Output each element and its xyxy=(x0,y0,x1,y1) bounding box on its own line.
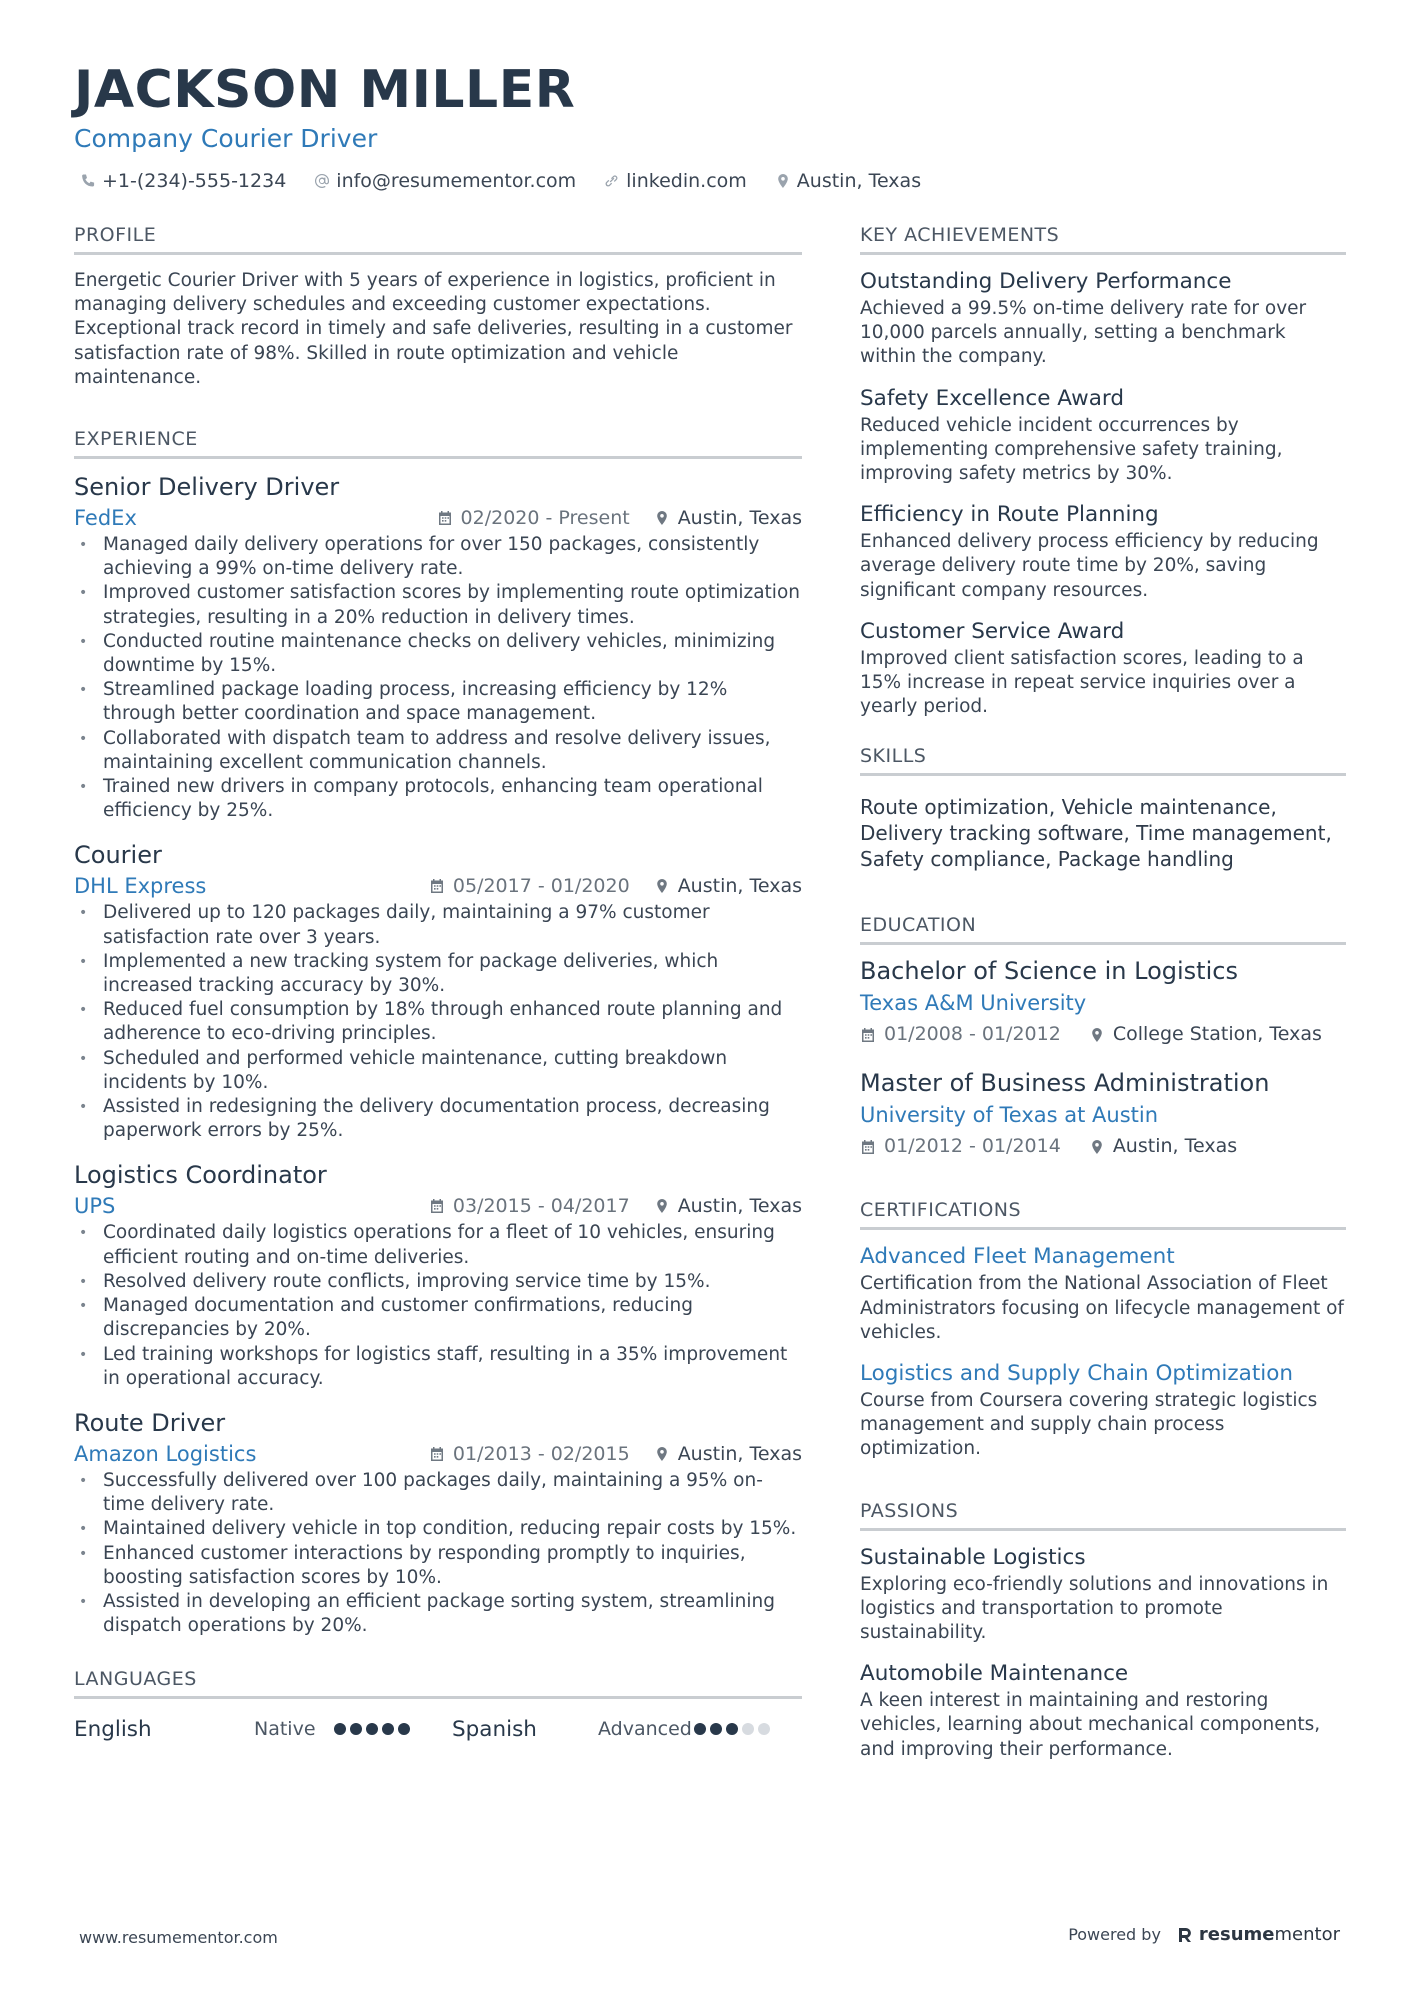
powered-by-label: Powered by xyxy=(1068,1925,1161,1944)
education-school: University of Texas at Austin xyxy=(860,1103,1159,1128)
location-pin-icon xyxy=(654,1198,670,1214)
experience-bullet: • Reduced fuel consumption by 18% through enhanced route planning and adherence to eco-driving principles. xyxy=(74,998,802,1046)
section-heading-education: EDUCATION xyxy=(860,914,1346,945)
brand-rest: mentor xyxy=(1274,1924,1340,1945)
job-details xyxy=(437,503,802,533)
experience-bullet: • Trained new drivers in company protocols, enhancing team operational efficiency by 25%. xyxy=(74,775,802,823)
location-pin-icon xyxy=(775,173,791,189)
job-role: Logistics Coordinator xyxy=(74,1161,327,1190)
education-list xyxy=(860,955,1346,1163)
experience-entry xyxy=(74,839,802,1143)
job-location-text: Austin, Texas xyxy=(677,875,802,898)
job-bullets xyxy=(74,901,802,1143)
rating-dot-filled xyxy=(366,1723,378,1735)
passion-title: Sustainable Logistics xyxy=(860,1544,1086,1570)
experience-bullet: • Improved customer satisfaction scores by implementing route optimization strategies, resulting in a 20% reduction in delivery times. xyxy=(74,581,802,629)
certification-description: Certification from the National Association of Fleet Administrators focusing on lifecycle management of vehicles. xyxy=(860,1273,1344,1343)
achievement-entry xyxy=(860,500,1346,603)
language-rating xyxy=(334,1723,410,1735)
experience-bullet: • Implemented a new tracking system for package deliveries, which increased tracking accuracy by 30%. xyxy=(74,950,802,998)
location-pin-icon xyxy=(1089,1139,1105,1155)
section-heading-experience: EXPERIENCE xyxy=(74,428,802,459)
passion-title: Automobile Maintenance xyxy=(860,1661,1129,1687)
achievement-title: Customer Service Award xyxy=(860,618,1125,644)
rating-dot-filled xyxy=(710,1723,722,1735)
brand-logo[interactable] xyxy=(1177,1924,1340,1945)
job-dates xyxy=(437,503,630,533)
job-bullets xyxy=(74,1469,802,1638)
job-dates-text: 05/2017 - 01/2020 xyxy=(452,875,630,898)
experience-entry xyxy=(74,1407,802,1638)
passion-entry xyxy=(860,1543,1346,1646)
footer-branding xyxy=(1068,1924,1340,1945)
certifications-section xyxy=(860,1199,1346,1461)
experience-bullet: • Assisted in redesigning the delivery documentation process, decreasing paperwork errors by 25%. xyxy=(74,1095,802,1143)
job-location xyxy=(654,503,802,533)
job-bullets xyxy=(74,1221,802,1390)
profile-summary: Energetic Courier Driver with 5 years of experience in logistics, proficient in managing delivery schedules and exceeding customer expectations. Exceptional track record in timely and safe deliveries, resulting in a customer satisfaction rate of 98%. Skilled in route optimization and vehicle maintenance. xyxy=(74,270,793,388)
calendar-icon xyxy=(429,878,445,894)
at-sign-icon xyxy=(314,173,330,189)
job-company: UPS xyxy=(74,1194,116,1219)
rating-dot-empty xyxy=(758,1723,770,1735)
contact-location xyxy=(775,170,921,192)
education-location xyxy=(1089,1018,1322,1051)
calendar-icon xyxy=(437,510,453,526)
language-level: Advanced xyxy=(598,1718,692,1741)
certifications-list xyxy=(860,1242,1346,1461)
job-meta xyxy=(74,1439,802,1469)
experience-bullet: • Streamlined package loading process, increasing efficiency by 12% through better coordination and space management. xyxy=(74,678,802,726)
achievement-description: Reduced vehicle incident occurrences by implementing comprehensive safety training, improving safety metrics by 30%. xyxy=(860,414,1283,485)
experience-bullet: • Assisted in developing an efficient package sorting system, streamlining dispatch operations by 20%. xyxy=(74,1590,802,1638)
experience-entry xyxy=(74,1159,802,1390)
education-location xyxy=(1089,1130,1237,1163)
section-heading-certifications: CERTIFICATIONS xyxy=(860,1199,1346,1230)
job-dates-text: 01/2013 - 02/2015 xyxy=(452,1442,630,1465)
job-role: Route Driver xyxy=(74,1408,226,1437)
experience-bullet: • Maintained delivery vehicle in top condition, reducing repair costs by 15%. xyxy=(74,1517,802,1541)
job-role: Courier xyxy=(74,841,162,870)
experience-bullet: • Coordinated daily logistics operations for a fleet of 10 vehicles, ensuring efficient routing and on-time deliveries. xyxy=(74,1221,802,1269)
linkedin-text[interactable]: linkedin.com xyxy=(626,170,747,192)
section-heading-passions: PASSIONS xyxy=(860,1500,1346,1531)
passion-description: A keen interest in maintaining and restoring vehicles, learning about mechanical components, and improving their performance. xyxy=(860,1690,1321,1760)
certification-entry xyxy=(860,1359,1346,1462)
job-company: FedEx xyxy=(74,506,137,531)
section-heading-skills: SKILLS xyxy=(860,745,1346,776)
candidate-title: Company Courier Driver xyxy=(74,124,378,153)
experience-bullet: • Conducted routine maintenance checks on delivery vehicles, minimizing downtime by 15%. xyxy=(74,630,802,678)
achievements-section xyxy=(860,224,1346,719)
language-rating xyxy=(694,1723,770,1735)
education-dates xyxy=(860,1018,1061,1051)
language-level: Native xyxy=(254,1718,316,1741)
job-meta xyxy=(74,1191,802,1221)
achievement-title: Efficiency in Route Planning xyxy=(860,502,1159,528)
achievements-list xyxy=(860,267,1346,719)
right-column xyxy=(860,224,1346,1762)
certification-title[interactable]: Logistics and Supply Chain Optimization xyxy=(860,1361,1294,1387)
job-dates xyxy=(429,871,630,901)
achievement-entry xyxy=(860,617,1346,720)
language-name: English xyxy=(74,1716,152,1742)
job-details xyxy=(429,1439,802,1469)
passion-description: Exploring eco-friendly solutions and innovations in logistics and transportation to promote sustainability. xyxy=(860,1573,1329,1644)
experience-bullet: • Delivered up to 120 packages daily, maintaining a 97% customer satisfaction rate over 3 years. xyxy=(74,901,802,949)
education-location-text: Austin, Texas xyxy=(1112,1135,1238,1158)
brand-bold: resume xyxy=(1198,1924,1275,1945)
education-degree: Master of Business Administration xyxy=(860,1069,1270,1098)
passions-section xyxy=(860,1500,1346,1762)
location-pin-icon xyxy=(1089,1027,1105,1043)
contact-linkedin[interactable] xyxy=(604,170,747,192)
email-text[interactable]: info@resumementor.com xyxy=(336,170,577,192)
rating-dot-filled xyxy=(726,1723,738,1735)
job-meta xyxy=(74,871,802,901)
experience-section xyxy=(74,428,802,1638)
experience-bullet: • Scheduled and performed vehicle maintenance, cutting breakdown incidents by 10%. xyxy=(74,1047,802,1095)
experience-bullet: • Collaborated with dispatch team to address and resolve delivery issues, maintaining excellent communication channels. xyxy=(74,727,802,775)
calendar-icon xyxy=(429,1198,445,1214)
rating-dot-empty xyxy=(742,1723,754,1735)
achievement-description: Achieved a 99.5% on-time delivery rate for over 10,000 parcels annually, setting a benchmark within the company. xyxy=(860,298,1307,368)
contact-phone xyxy=(80,170,286,192)
certification-title[interactable]: Advanced Fleet Management xyxy=(860,1244,1175,1270)
rating-dot-filled xyxy=(334,1723,346,1735)
left-column xyxy=(74,224,802,1749)
section-heading-achievements: KEY ACHIEVEMENTS xyxy=(860,224,1346,255)
job-location xyxy=(654,871,802,901)
footer-website[interactable]: www.resumementor.com xyxy=(79,1928,278,1947)
achievement-description: Improved client satisfaction scores, leading to a 15% increase in repeat service inquiries over a yearly period. xyxy=(860,647,1304,718)
rating-dot-filled xyxy=(382,1723,394,1735)
section-heading-profile: PROFILE xyxy=(74,224,802,255)
contact-email[interactable] xyxy=(314,170,576,192)
languages-section xyxy=(74,1668,802,1749)
section-heading-languages: LANGUAGES xyxy=(74,1668,802,1699)
education-location-text: College Station, Texas xyxy=(1112,1023,1322,1046)
education-school: Texas A&M University xyxy=(860,991,1087,1016)
experience-bullet: • Resolved delivery route conflicts, improving service time by 15%. xyxy=(74,1270,802,1294)
job-details xyxy=(429,1191,802,1221)
education-dates-text: 01/2012 - 01/2014 xyxy=(884,1135,1061,1158)
education-section xyxy=(860,914,1346,1163)
passion-entry xyxy=(860,1659,1346,1762)
achievement-description: Enhanced delivery process efficiency by reducing average delivery route time by 20%, saving significant company resources. xyxy=(860,531,1319,601)
location-pin-icon xyxy=(654,1446,670,1462)
job-bullets xyxy=(74,533,802,823)
achievement-entry xyxy=(860,267,1346,370)
contact-bar xyxy=(74,170,1344,192)
experience-entry xyxy=(74,471,802,823)
job-meta xyxy=(74,503,802,533)
location-pin-icon xyxy=(654,510,670,526)
location-text: Austin, Texas xyxy=(796,170,922,192)
language-name: Spanish xyxy=(452,1716,537,1742)
education-dates xyxy=(860,1130,1061,1163)
job-dates xyxy=(429,1439,630,1469)
experience-bullet: • Successfully delivered over 100 packages daily, maintaining a 95% on-time delivery rate. xyxy=(74,1469,802,1517)
education-entry xyxy=(860,1067,1346,1163)
achievement-title: Safety Excellence Award xyxy=(860,385,1124,411)
job-role: Senior Delivery Driver xyxy=(74,473,340,502)
calendar-icon xyxy=(860,1027,876,1043)
achievement-title: Outstanding Delivery Performance xyxy=(860,269,1232,294)
experience-list xyxy=(74,471,802,1638)
languages-row xyxy=(74,1709,802,1749)
job-location-text: Austin, Texas xyxy=(677,1195,802,1218)
rating-dot-filled xyxy=(398,1723,410,1735)
passions-list xyxy=(860,1543,1346,1762)
phone-text: +1-(234)-555-1234 xyxy=(102,170,287,192)
skills-list: Route optimization, Vehicle maintenance, Delivery tracking software, Time management, Safety compliance, Package handling xyxy=(860,795,1332,872)
calendar-icon xyxy=(860,1139,876,1155)
job-dates xyxy=(429,1191,630,1221)
experience-bullet: • Led training workshops for logistics staff, resulting in a 35% improvement in operational accuracy. xyxy=(74,1343,802,1391)
certification-description: Course from Coursera covering strategic logistics management and supply chain process optimization. xyxy=(860,1390,1318,1460)
experience-bullet: • Managed documentation and customer confirmations, reducing discrepancies by 20%. xyxy=(74,1294,802,1342)
job-location-text: Austin, Texas xyxy=(677,507,802,530)
rating-dot-filled xyxy=(694,1723,706,1735)
rating-dot-filled xyxy=(350,1723,362,1735)
job-location xyxy=(654,1439,802,1469)
candidate-name: JACKSON MILLER xyxy=(74,60,576,120)
job-dates-text: 03/2015 - 04/2017 xyxy=(452,1195,630,1218)
resume-header xyxy=(74,58,1344,192)
education-dates-text: 01/2008 - 01/2012 xyxy=(884,1023,1061,1046)
job-dates-text: 02/2020 - Present xyxy=(460,507,630,530)
education-meta xyxy=(860,1130,1346,1163)
job-location-text: Austin, Texas xyxy=(677,1442,802,1465)
job-company: Amazon Logistics xyxy=(74,1441,257,1466)
job-location xyxy=(654,1191,802,1221)
certification-entry xyxy=(860,1242,1346,1345)
experience-bullet: • Enhanced customer interactions by responding promptly to inquiries, boosting satisfaction scores by 10%. xyxy=(74,1542,802,1590)
experience-bullet: • Managed daily delivery operations for over 150 packages, consistently achieving a 99% on-time delivery rate. xyxy=(74,533,802,581)
location-pin-icon xyxy=(654,878,670,894)
profile-section xyxy=(74,224,802,390)
job-company: DHL Express xyxy=(74,874,207,899)
job-details xyxy=(429,871,802,901)
education-entry xyxy=(860,955,1346,1051)
resumementor-logo-icon xyxy=(1177,1926,1193,1944)
link-icon xyxy=(604,173,620,189)
skills-section xyxy=(860,745,1346,872)
achievement-entry xyxy=(860,384,1346,487)
phone-icon xyxy=(80,173,96,189)
education-meta xyxy=(860,1018,1346,1051)
calendar-icon xyxy=(429,1446,445,1462)
education-degree: Bachelor of Science in Logistics xyxy=(860,957,1238,986)
